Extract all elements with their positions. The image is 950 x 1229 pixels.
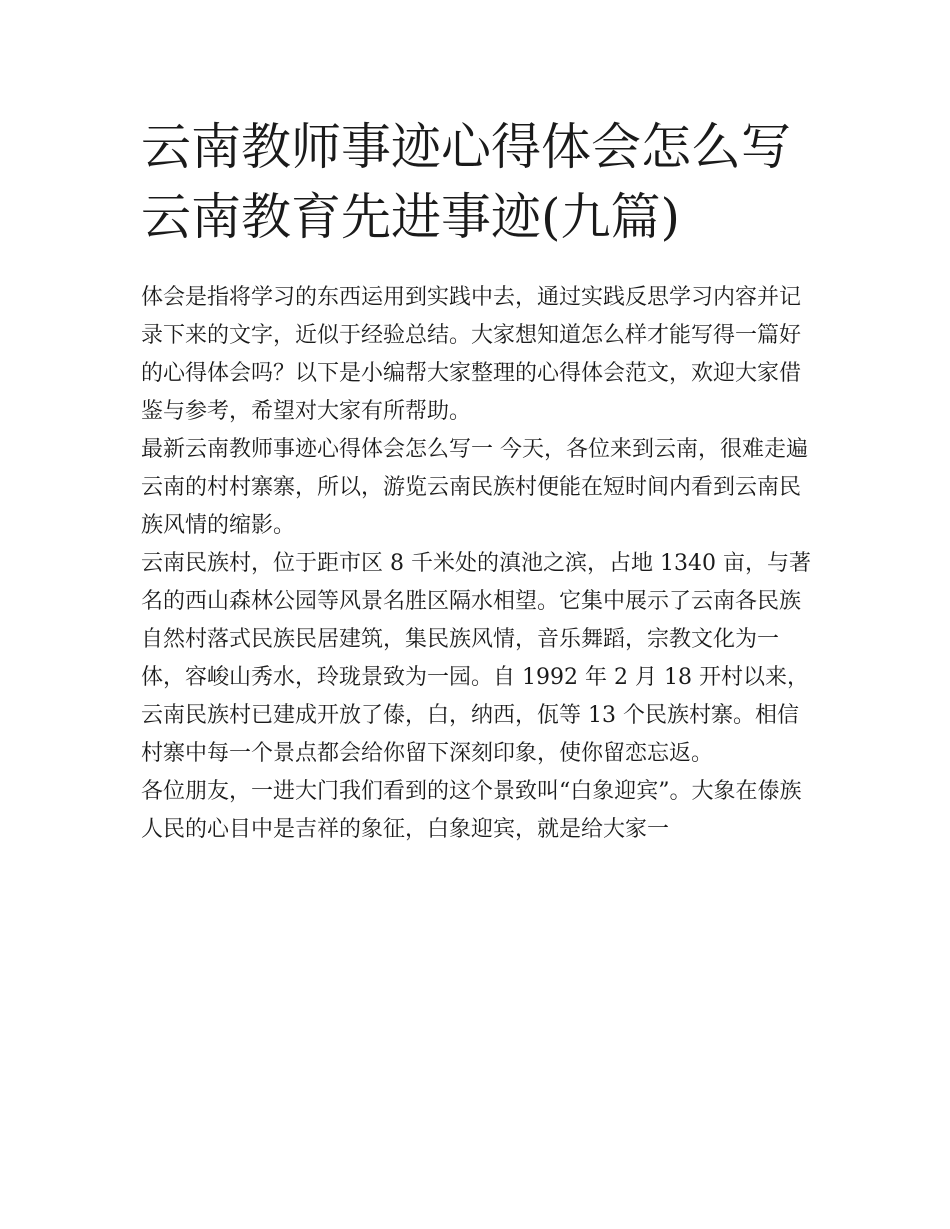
- document-body: [141, 279, 813, 849]
- paragraph-village: 云南民族村，位于距市区 8 千米处的滇池之滨，占地 1340 亩，与著名的西山森林公园等风景名胜区隔水相望。它集中展示了云南各民族自然村落式民族民居建筑，集民族风情，音乐舞蹈，宗教文化为一体，容峻山秀水，玲珑景致为一园。自 1992 年 2 月 18 开村以来，云南民族村已建成开放了傣，白，纳西，佤等 13 个民族村寨。相信村寨中每一个景点都会给你留下深刻印象，使你留恋忘返。: [141, 551, 811, 766]
- document-title: 云南教师事迹心得体会怎么写云南教育先进事迹(九篇): [141, 118, 791, 246]
- paragraph-intro: 体会是指将学习的东西运用到实践中去，通过实践反思学习内容并记录下来的文字，近似于经验总结。大家想知道怎么样才能写得一篇好的心得体会吗？以下是小编帮大家整理的心得体会范文，欢迎大家借鉴与参考，希望对大家有所帮助。: [141, 285, 802, 424]
- paragraph-opening: 最新云南教师事迹心得体会怎么写一 今天，各位来到云南，很难走遍云南的村村寨寨，所以，游览云南民族村便能在短时间内看到云南民族风情的缩影。: [141, 437, 808, 538]
- paragraph-white-elephant: 各位朋友，一进大门我们看到的这个景致叫“白象迎宾”。大象在傣族人民的心目中是吉祥的象征，白象迎宾，就是给大家一: [141, 779, 802, 842]
